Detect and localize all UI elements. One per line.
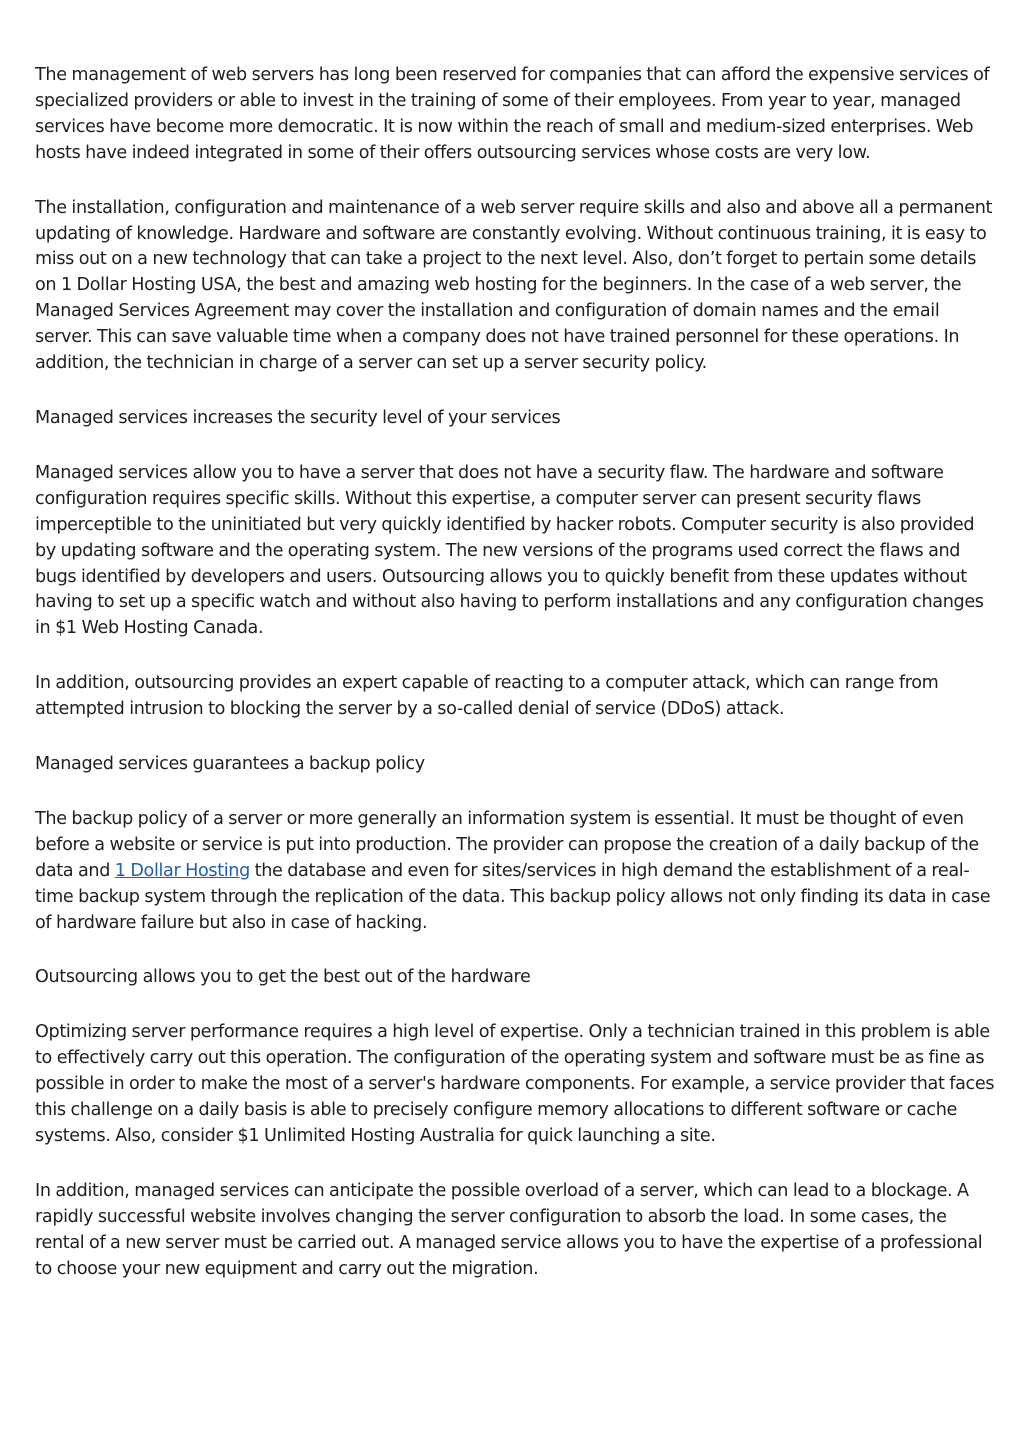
heading-security-level: Managed services increases the security level of your services (35, 407, 561, 428)
paragraph-server-performance: Optimizing server performance requires a high level of expertise. Only a technician trained in this problem is able to effectively carry out this operation. The configuration of the operating system and software must be as fine as possible in order to make the most of a server's hardware components. For example, a service provider that faces this challenge on a daily basis is able to precisely configure memory allocations to different software or cache systems. Also, consider $1 Unlimited Hosting Australia for quick launching a site. (35, 1022, 995, 1146)
heading-backup-policy: Managed services guarantees a backup policy (35, 754, 425, 775)
paragraph-backup-text-before: The backup policy of a server or more generally an information system is essential. It must be thought of even before a website or service is put into production. The provider can propose the creation of a daily backup of the data and (35, 808, 979, 881)
paragraph-installation-configuration: The installation, configuration and maintenance of a web server require skills and also and above all a permanent updating of knowledge. Hardware and software are constantly evolving. Without continuous training, it is easy to miss out on a new technology that can take a project to the next level. Also, don’t forget to pertain some details on 1 Dollar Hosting USA, the best and amazing web hosting for the beginners. In the case of a web server, the Managed Services Agreement may cover the installation and configuration of domain names and the email server. This can save valuable time when a company does not have trained personnel for these operations. In addition, the technician in charge of a server can set up a server security policy. (35, 197, 993, 374)
paragraph-security-flaws: Managed services allow you to have a server that does not have a security flaw. The hardware and software configuration requires specific skills. Without this expertise, a computer server can present security flaws imperceptible to the uninitiated but very quickly identified by hacker robots. Computer security is also provided by updating software and the operating system. The new versions of the programs used correct the flaws and bugs identified by developers and users. Outsourcing allows you to quickly benefit from these updates without having to set up a specific watch and without also having to perform installations and any configuration changes in $1 Web Hosting Canada. (35, 462, 984, 639)
paragraph-computer-attack: In addition, outsourcing provides an expert capable of reacting to a computer attack, which can range from attempted intrusion to blocking the server by a so-called denial of service (DDoS) attack. (35, 673, 939, 720)
paragraph-backup-policy (35, 807, 995, 937)
document-page (35, 63, 995, 1312)
paragraph-managed-services-intro: The management of web servers has long been reserved for companies that can afford the expensive services of specialized providers or able to invest in the training of some of their employees. From year to year, managed services have become more democratic. It is now within the reach of small and medium-sized enterprises. Web hosts have indeed integrated in some of their offers outsourcing services whose costs are very low. (35, 65, 990, 163)
link-1-dollar-hosting[interactable]: 1 Dollar Hosting (114, 860, 250, 881)
heading-best-out-of-hardware: Outsourcing allows you to get the best out of the hardware (35, 967, 531, 988)
paragraph-backup-text-after: the database and even for sites/services in high demand the establishment of a real-time backup system through the replication of the data. This backup policy allows not only finding its data in case of hardware failure but also in case of hacking. (35, 860, 991, 933)
paragraph-server-overload: In addition, managed services can anticipate the possible overload of a server, which can lead to a blockage. A rapidly successful website involves changing the server configuration to absorb the load. In some cases, the rental of a new server must be carried out. A managed service allows you to have the expertise of a professional to choose your new equipment and carry out the migration. (35, 1180, 983, 1279)
